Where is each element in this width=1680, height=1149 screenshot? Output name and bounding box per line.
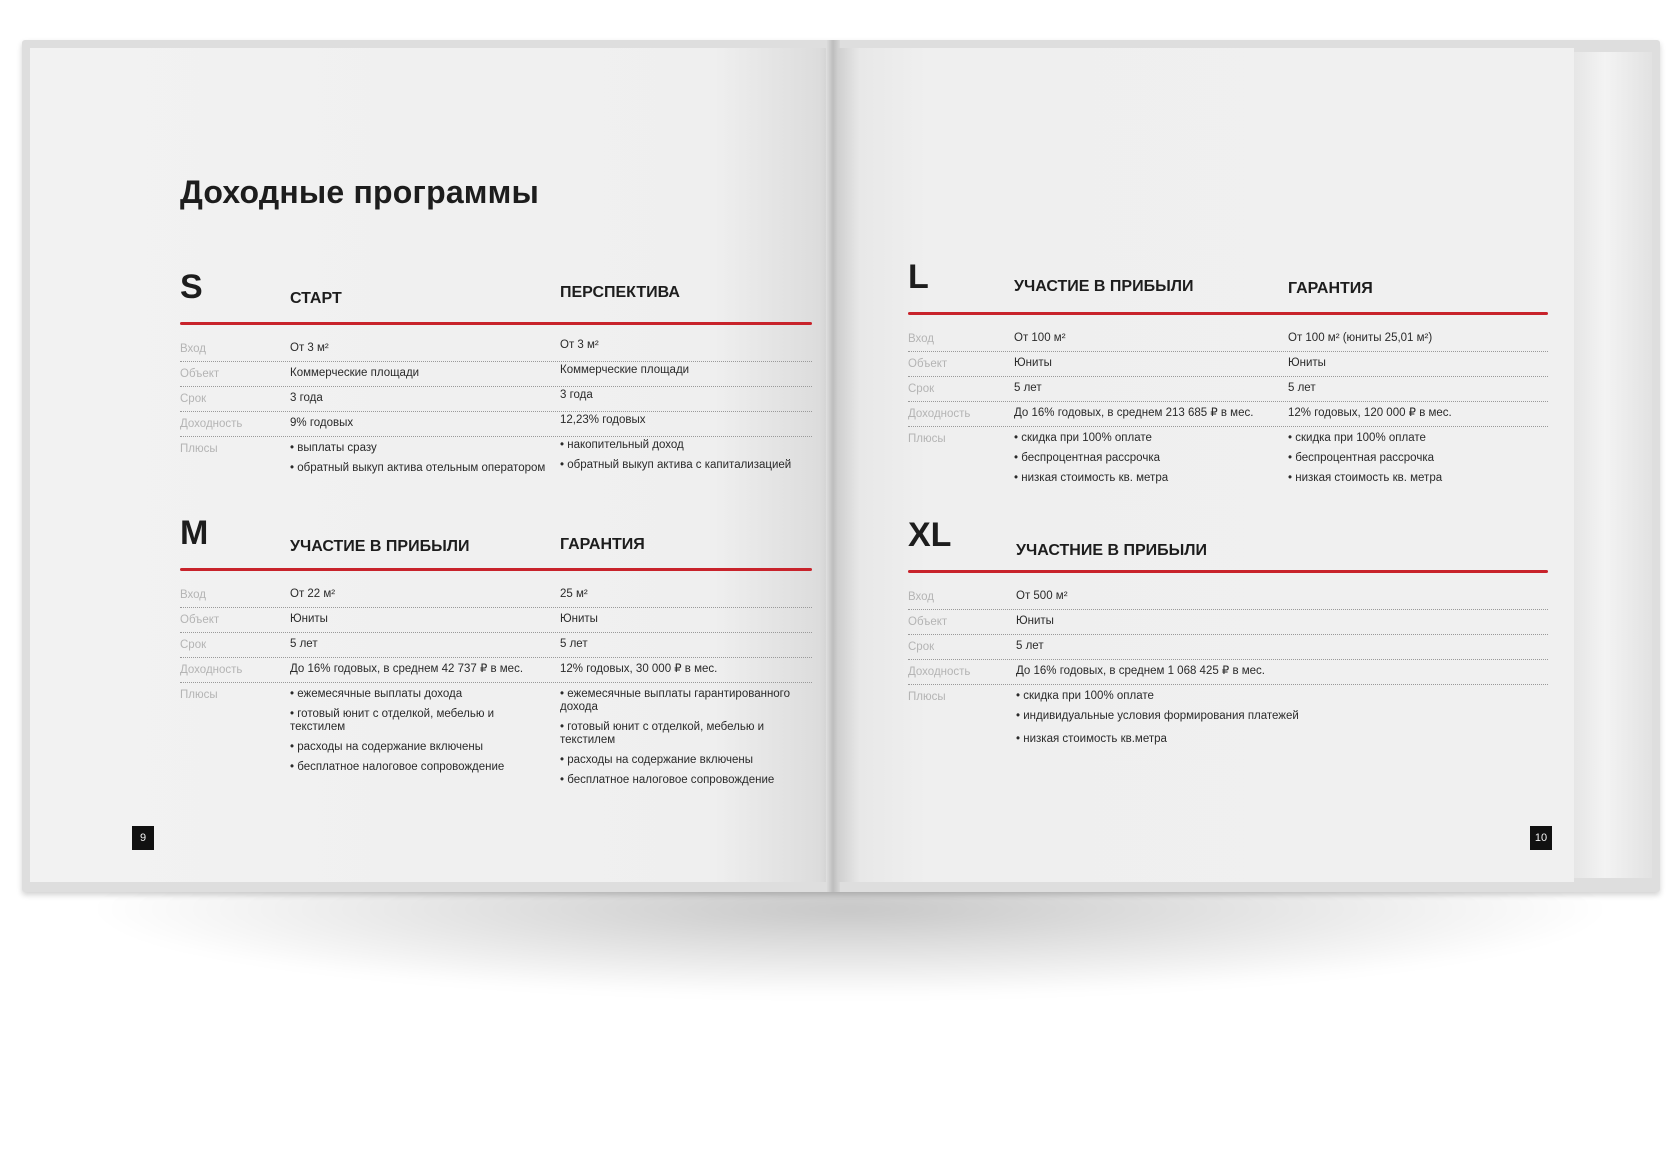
rows xyxy=(180,337,812,491)
value-yield: 9% годовых xyxy=(290,417,354,429)
value-entry: От 22 м² xyxy=(290,588,336,600)
value-entry: От 100 м² xyxy=(1014,332,1066,344)
pros-item: • низкая стоимость кв. метра xyxy=(1014,472,1168,485)
label-term: Срок xyxy=(180,639,207,651)
red-divider xyxy=(180,322,812,325)
page-number-left: 9 xyxy=(132,826,154,850)
pros-list xyxy=(1288,432,1442,492)
value-object: Юниты xyxy=(1014,357,1052,369)
row-yield xyxy=(908,660,1548,685)
label-pros: Плюсы xyxy=(180,443,218,455)
label-object: Объект xyxy=(180,368,220,380)
pros-item: • расходы на содержание включены xyxy=(560,754,810,767)
label-term: Срок xyxy=(180,393,207,405)
label-yield: Доходность xyxy=(908,666,971,678)
label-pros: Плюсы xyxy=(180,689,218,701)
pros-item: • ежемесячные выплаты дохода xyxy=(290,688,540,701)
value-term: 3 года xyxy=(290,392,323,404)
value-yield: 12% годовых, 30 000 ₽ в мес. xyxy=(560,663,718,675)
value-entry: От 3 м² xyxy=(290,342,329,354)
pros-item: • беспроцентная рассрочка xyxy=(1014,452,1168,465)
label-term: Срок xyxy=(908,383,935,395)
section-xl xyxy=(908,516,1548,765)
rows xyxy=(180,583,812,789)
value-object: Юниты xyxy=(560,613,598,625)
label-object: Объект xyxy=(908,616,948,628)
section-l xyxy=(908,258,1548,503)
row-entry xyxy=(908,327,1548,352)
row-yield xyxy=(180,412,812,437)
row-term xyxy=(180,633,812,658)
row-pros xyxy=(180,683,812,789)
value-entry: От 3 м² xyxy=(560,339,599,351)
row-yield xyxy=(180,658,812,683)
pros-item: • обратный выкуп актива с капитализацией xyxy=(560,459,791,472)
label-entry: Вход xyxy=(908,591,935,603)
pros-item: • выплаты сразу xyxy=(290,442,545,455)
size-letter: L xyxy=(908,258,929,296)
row-entry xyxy=(180,337,812,362)
plan-name-guarantee: ГАРАНТИЯ xyxy=(1288,280,1373,297)
value-yield: До 16% годовых, в среднем 1 068 425 ₽ в мес. xyxy=(1016,665,1265,677)
pros-item: • накопительный доход xyxy=(560,439,791,452)
label-yield: Доходность xyxy=(908,408,971,420)
pros-item: • обратный выкуп актива отельным оператором xyxy=(290,462,545,475)
pros-item: • скидка при 100% оплате xyxy=(1016,690,1299,703)
value-yield: 12,23% годовых xyxy=(560,414,646,426)
section-s xyxy=(180,268,812,491)
row-yield xyxy=(908,402,1548,427)
plan-name-profit: УЧАСТИЕ В ПРИБЫЛИ xyxy=(1014,278,1194,295)
row-pros xyxy=(908,685,1548,765)
plan-name-profit: УЧАСТИЕ В ПРИБЫЛИ xyxy=(290,538,470,555)
page-number-right: 10 xyxy=(1530,826,1552,850)
pros-list xyxy=(560,439,791,479)
value-term: 5 лет xyxy=(560,638,588,650)
value-entry: От 100 м² (юниты 25,01 м²) xyxy=(1288,332,1433,344)
value-object: Юниты xyxy=(1016,615,1054,627)
row-pros xyxy=(180,437,812,491)
value-object: Юниты xyxy=(1288,357,1326,369)
label-entry: Вход xyxy=(180,343,207,355)
section-m xyxy=(180,514,812,789)
plan-name-perspektiva: ПЕРСПЕКТИВА xyxy=(560,284,680,301)
value-yield: До 16% годовых, в среднем 213 685 ₽ в мес. xyxy=(1014,407,1254,419)
row-term xyxy=(180,387,812,412)
pros-list xyxy=(1016,690,1299,753)
rows xyxy=(908,585,1548,765)
pros-item: • готовый юнит с отделкой, мебелью и текстилем xyxy=(560,721,810,747)
section-header xyxy=(180,268,812,322)
pros-list xyxy=(290,688,540,781)
row-term xyxy=(908,635,1548,660)
pros-list xyxy=(1014,432,1168,492)
pros-list xyxy=(290,442,545,482)
value-yield: 12% годовых, 120 000 ₽ в мес. xyxy=(1288,407,1452,419)
row-object xyxy=(180,608,812,633)
page-title: Доходные программы xyxy=(180,174,540,210)
label-yield: Доходность xyxy=(180,418,243,430)
pros-item: • скидка при 100% оплате xyxy=(1014,432,1168,445)
size-letter: S xyxy=(180,268,203,306)
section-header xyxy=(908,516,1548,570)
rows xyxy=(908,327,1548,503)
plan-name-guarantee: ГАРАНТИЯ xyxy=(560,536,645,553)
section-header xyxy=(908,258,1548,312)
left-page xyxy=(30,48,836,882)
value-yield: До 16% годовых, в среднем 42 737 ₽ в мес. xyxy=(290,663,524,675)
value-entry: 25 м² xyxy=(560,588,588,600)
row-term xyxy=(908,377,1548,402)
size-letter: M xyxy=(180,514,209,552)
value-term: 3 года xyxy=(560,389,593,401)
pros-list xyxy=(560,688,810,794)
row-entry xyxy=(908,585,1548,610)
label-object: Объект xyxy=(908,358,948,370)
pros-item: • бесплатное налоговое сопровождение xyxy=(290,761,540,774)
label-pros: Плюсы xyxy=(908,691,946,703)
row-object xyxy=(908,352,1548,377)
label-yield: Доходность xyxy=(180,664,243,676)
section-header xyxy=(180,514,812,568)
pros-item: • низкая стоимость кв.метра xyxy=(1016,733,1299,746)
pros-item: • низкая стоимость кв. метра xyxy=(1288,472,1442,485)
pros-item: • готовый юнит с отделкой, мебелью и текстилем xyxy=(290,708,540,734)
value-term: 5 лет xyxy=(1288,382,1316,394)
right-page xyxy=(838,48,1574,882)
row-object xyxy=(180,362,812,387)
row-pros xyxy=(908,427,1548,503)
pros-item: • беспроцентная рассрочка xyxy=(1288,452,1442,465)
red-divider xyxy=(180,568,812,571)
value-object: Коммерческие площади xyxy=(560,364,690,376)
pros-item: • индивидуальные условия формирования платежей xyxy=(1016,710,1299,723)
row-entry xyxy=(180,583,812,608)
red-divider xyxy=(908,312,1548,315)
label-pros: Плюсы xyxy=(908,433,946,445)
plan-name-profit: УЧАСТНИЕ В ПРИБЫЛИ xyxy=(1016,542,1208,559)
value-object: Коммерческие площади xyxy=(290,367,420,379)
pros-item: • ежемесячные выплаты гарантированного дохода xyxy=(560,688,810,714)
value-term: 5 лет xyxy=(290,638,318,650)
value-term: 5 лет xyxy=(1014,382,1042,394)
label-object: Объект xyxy=(180,614,220,626)
value-term: 5 лет xyxy=(1016,640,1044,652)
value-object: Юниты xyxy=(290,613,328,625)
size-letter: XL xyxy=(908,516,952,554)
pros-item: • расходы на содержание включены xyxy=(290,741,540,754)
label-entry: Вход xyxy=(908,333,935,345)
red-divider xyxy=(908,570,1548,573)
row-object xyxy=(908,610,1548,635)
label-entry: Вход xyxy=(180,589,207,601)
value-entry: От 500 м² xyxy=(1016,590,1068,602)
plan-name-start: СТАРТ xyxy=(290,290,342,307)
page-edges xyxy=(1574,52,1652,878)
pros-item: • бесплатное налоговое сопровождение xyxy=(560,774,810,787)
label-term: Срок xyxy=(908,641,935,653)
pros-item: • скидка при 100% оплате xyxy=(1288,432,1442,445)
